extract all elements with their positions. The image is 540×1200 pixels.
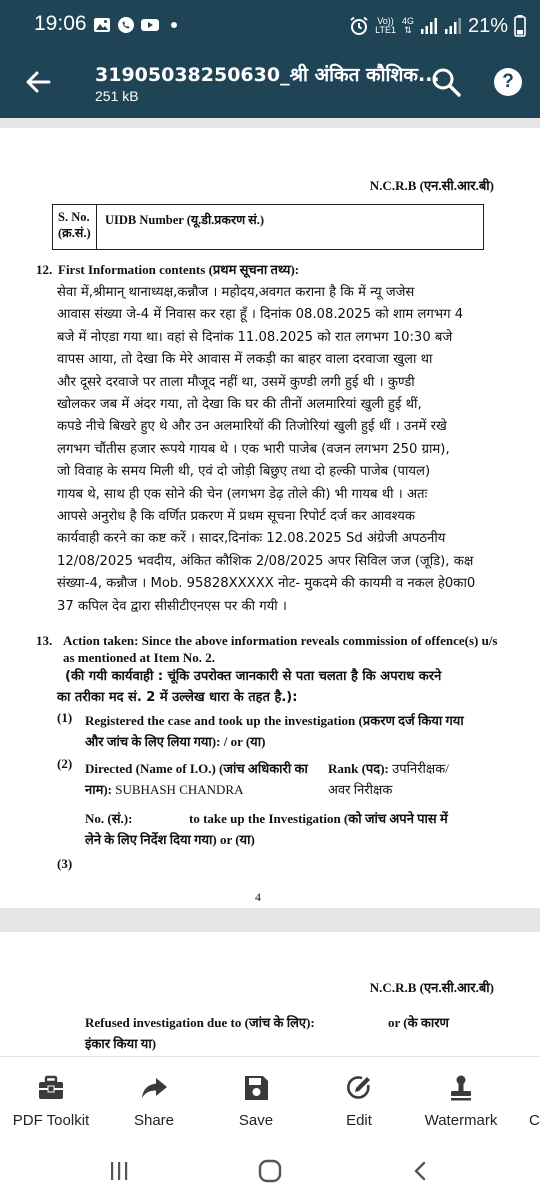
fir-line: खोलकर जब में अंदर गया, तो देखा कि घर की तीनों अलमारियां खुली हुई थीं, <box>57 397 422 413</box>
fir-line: 12/08/2025 भवदीय, अंकित कौशिक 2/08/2025 अपर सिविल जज (जूडि), कक्ष <box>57 553 474 569</box>
document-viewer[interactable] <box>0 118 540 1056</box>
toolbox-icon <box>36 1073 66 1103</box>
fir-line: आपसे अनुरोध है कि वर्णित प्रकरण में प्रथम सूचना रिपोर्ट दर्ज कर आवश्यक <box>57 509 415 525</box>
status-bar <box>0 0 540 52</box>
more-tool-partial[interactable]: C <box>529 1112 540 1129</box>
section-13-hindi: (की गयी कार्यवाही : चूंकि उपरोक्त जानकारी से पता चलता है कि अपराध करने का तरीका मद सं. 2 में उल्लेख धारा के तहत है.): <box>57 669 442 705</box>
battery-icon <box>514 15 526 37</box>
arrow-left-icon <box>24 68 52 96</box>
section-12-heading: 12. First Information contents (प्रथम सूचना तथ्य): <box>36 262 300 277</box>
recents-button[interactable] <box>101 1156 137 1186</box>
share-button[interactable]: Share <box>104 1057 204 1143</box>
status-time: 19:06 <box>34 12 87 35</box>
refused-or: or (के कारण <box>388 1015 449 1030</box>
app-bar <box>0 52 540 118</box>
uidb-cell: UIDB Number (यू.डी.प्रकरण सं.) <box>105 213 265 227</box>
file-size: 251 kB <box>95 88 139 104</box>
fir-line: सेवा में,श्रीमान् थानाध्यक्ष,कन्नौज । महोदय,अवगत कराना है कि में न्यू जजेस <box>57 285 415 300</box>
fir-line: जो विवाह के समय मिली थी, एवं दो जोड़ी बिछुए तथा दो हल्की पाजेब (पायल) <box>57 464 431 480</box>
home-button[interactable] <box>252 1156 288 1186</box>
page-header: N.C.R.B (एन.सी.आर.बी) <box>369 178 494 193</box>
fir-line: और दूसरे दरवाजे पर ताला मौजूद नहीं था, उसमें कुण्डी लगी हुई थी । कुण्डी <box>57 374 415 390</box>
home-icon <box>257 1158 283 1184</box>
chevron-left-icon <box>409 1160 431 1182</box>
fir-line: कार्यवाही करने का कष्ट करें । सादर,दिनांकः 12.08.2025 Sd अंग्रेजी अपठनीय <box>57 531 446 547</box>
pdf-toolkit-button[interactable]: PDF Toolkit <box>1 1057 101 1143</box>
youtube-icon <box>140 15 160 35</box>
item-1-text: Registered the case and took up the investigation (प्रकरण दर्ज किया गया और जांच के लिए लिया गया): / or (या) <box>85 713 464 749</box>
sno-cell: S. No. (क्र.सं.) <box>53 205 97 249</box>
pdf-page-4: N.C.R.B (एन.सी.आर.बी) S. No. (क्र.सं.) UIDB Number (यू.डी.प्रकरण सं.) 12. First Information contents (प्रथम सूचना तथ्य): सेवा में,श्रीमान् थानाध्यक्ष,कन्नौज । महोदय,अवगत कराना है कि में न्यू जजेस आवास संख्या जे-4 में निवास कर रहा हूँ । दिनांक 08.08.2025 को शाम लगभग 4 बजे में नोएडा गया था। वहां से दिनांक 11.08.2025 को रात लगभग 10:30 बजे वापस आया, तो देखा कि मेरे आवास में लकड़ी का बाहर वाला दरवाजा खुला था और दूसरे दरवाजे पर ताला मौजूद नहीं था, उसमें कुण्डी लगी हुई थी । कुण्डी खोलकर जब में अंदर गया, तो देखा कि घर की तीनों अलमारियां खुली हुई थीं, कपडे नीचे बिखरे हुए थे और उन अलमारियों की तिजोरियां खुली हुई थीं । उनमें रखे लगभग चौंतीस हजार रूपये गायब थे । एक भारी पाजेब (वजन लगभग 250 ग्राम), जो विवाह के समय मिली थी, एवं दो जोड़ी बिछुए तथा दो हल्की पाजेब (पायल) गायब थे, साथ ही एक सोने की चेन (लगभग डेढ़ तोले की) भी गायब थी । अतः आपसे अनुरोध है कि वर्णित प्रकरण में प्रथम सूचना रिपोर्ट दर्ज कर आवश्यक कार्यवाही करने का कष्ट करें । सादर,दिनांकः 12.08.2025 Sd अंग्रेजी अपठनीय 12/08/2025 भवदीय, अंकित कौशिक 2/08/2025 अपर सिविल जज (जूडि), कक्ष संख्या-4, कन्नौज । Mob. 95828XXXXX नोट- मुकदमे की कायमी व नकल हे0का0 37 कपिल देव द्वारा सीसीटीएनएस पर की गयी । 13. Action taken: Since the above information reveals commission of offence(s) u/s as mentioned at Item No. 2. (की गयी कार्यवाही : चूंकि उपरोक्त जानकारी से पता चलता है कि अपराध करने का तरीका मद सं. 2 में उल्लेख धारा के तहत है.): (1) Registered the case and took up the investigation (प्रकरण दर्ज किया गया और जांच के लिए लिया गया): / or (या) (2) Directed (Name of I.O.) (जांच अधिकारी का नाम): SUBHASH CHANDRA Rank (पद): उपनिरीक्षक/ अवर निरीक्षक No. (सं.): to take up the Investigation (को जांच अपने पास में लेने के लिए निर्देश दिया गया) or (या) (3) 4 <box>0 128 540 908</box>
page-header-2: N.C.R.B (एन.सी.आर.बी) <box>369 980 494 995</box>
network-type: 4G ⇅ <box>401 16 414 35</box>
fir-line: बजे में नोएडा गया था। वहां से दिनांक 11.08.2025 को रात लगभग 10:30 बजे <box>57 329 453 345</box>
save-button[interactable]: Save <box>206 1057 306 1143</box>
io-name: SUBHASH CHANDRA <box>115 782 244 797</box>
help-button[interactable] <box>494 68 522 96</box>
question-icon: ? <box>502 71 514 92</box>
fir-line: कपडे नीचे बिखरे हुए थे और उन अलमारियों की तिजोरियां खुली हुई थीं । उनमें रखे <box>57 419 447 435</box>
item-1-number: (1) <box>57 710 73 725</box>
item-2-rank: Rank (पद): उपनिरीक्षक/ अवर निरीक्षक <box>328 761 449 797</box>
item-3-number: (3) <box>57 856 73 871</box>
search-button[interactable] <box>426 62 466 102</box>
item-2-take-up-2: लेने के लिए निर्देश दिया गया) or (या) <box>85 832 255 847</box>
bottom-toolbar <box>0 1056 540 1142</box>
watermark-icon <box>446 1073 476 1103</box>
whatsapp-icon <box>116 15 136 35</box>
refused-investigation: Refused investigation due to (जांच के लिए): इंकार किया या) <box>85 1015 315 1051</box>
edit-icon <box>344 1073 374 1103</box>
page-number: 4 <box>255 890 261 904</box>
fir-contents <box>57 282 505 618</box>
share-icon <box>139 1073 169 1103</box>
status-right <box>349 12 526 40</box>
pdf-page-5 <box>0 932 540 1062</box>
battery-percent: 21% <box>467 14 508 37</box>
item-2-number: (2) <box>57 756 73 771</box>
system-nav-bar <box>0 1142 540 1200</box>
alarm-icon <box>349 16 369 36</box>
sno-uidb-table <box>52 204 484 250</box>
item-2-take-up: to take up the Investigation (को जांच अपने पास में <box>189 811 448 826</box>
fir-line: संख्या-4, कन्नौज । Mob. 95828XXXXX नोट- मुकदमे की कायमी व नकल हे0का0 <box>57 576 476 592</box>
nav-back-button[interactable] <box>402 1156 438 1186</box>
fir-line: 37 कपिल देव द्वारा सीसीटीएनएस पर की गयी । <box>57 598 287 614</box>
item-2-directed: Directed (Name of I.O.) (जांच अधिकारी का नाम): SUBHASH CHANDRA <box>85 761 308 797</box>
watermark-button[interactable]: Watermark <box>411 1057 511 1143</box>
back-button[interactable] <box>18 62 58 102</box>
signal-icon-1 <box>420 17 438 35</box>
dot-icon <box>164 15 184 35</box>
save-icon <box>241 1073 271 1103</box>
gallery-icon <box>92 15 112 35</box>
item-2-no-label: No. (सं.): <box>85 811 133 826</box>
search-icon <box>430 66 462 98</box>
fir-line: आवास संख्या जे-4 में निवास कर रहा हूँ । दिनांक 08.08.2025 को शाम लगभग 4 <box>57 307 464 323</box>
fir-line: लगभग चौंतीस हजार रूपये गायब थे । एक भारी पाजेब (वजन लगभग 250 ग्राम), <box>57 441 450 457</box>
edit-button[interactable]: Edit <box>309 1057 409 1143</box>
signal-icon-2 <box>444 17 462 35</box>
volte-indicator: Vo)) LTE1 <box>375 16 396 35</box>
recents-icon <box>108 1160 130 1182</box>
fir-line: गायब थे, साथ ही एक सोने की चेन (लगभग डेढ़ तोले की) भी गायब थी । अतः <box>57 486 428 502</box>
document-title: 31905038250630_श्री अंकित कौशिक... <box>95 64 440 86</box>
fir-line: वापस आया, तो देखा कि मेरे आवास में लकड़ी का बाहर वाला दरवाजा खुला था <box>57 352 433 368</box>
